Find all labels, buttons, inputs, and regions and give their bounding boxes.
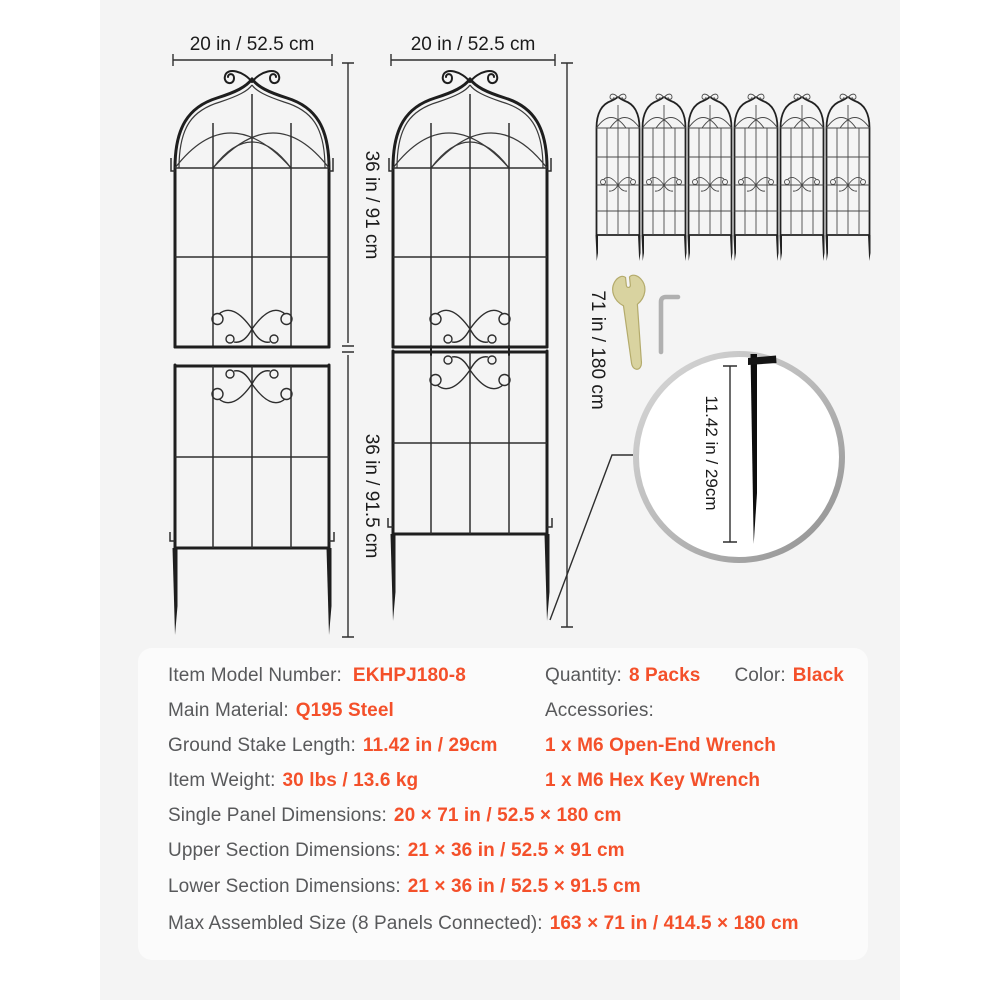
right-trellis-diagram <box>388 71 552 621</box>
spec-single-label: Single Panel Dimensions: <box>168 805 387 826</box>
spec-accessory-1-value: 1 x M6 Open-End Wrench <box>545 735 776 756</box>
spec-stake-value: 11.42 in / 29cm <box>362 735 498 756</box>
stake-length-label: 11.42 in / 29cm <box>702 395 721 511</box>
image-stage <box>100 0 900 1000</box>
width-dimension-left <box>173 34 332 66</box>
spec-lower-value: 21 × 36 in / 52.5 × 91.5 cm <box>407 876 641 897</box>
spec-accessories-label: Accessories: <box>545 700 654 721</box>
spec-weight-label: Item Weight: <box>168 770 276 791</box>
section-height-dimensions <box>342 63 382 637</box>
spec-max-label: Max Assembled Size (8 Panels Connected): <box>168 913 543 934</box>
stake-magnifier <box>636 354 842 560</box>
spec-lower-section <box>168 876 641 898</box>
open-end-wrench-icon <box>611 274 653 371</box>
spec-upper-section <box>168 840 625 862</box>
spec-accessories <box>545 700 654 722</box>
lower-height-label: 36 in / 91.5 cm <box>361 433 382 559</box>
right-width-label: 20 in / 52.5 cm <box>410 34 536 55</box>
width-dimension-right <box>391 34 555 66</box>
spec-stake-label: Ground Stake Length: <box>168 735 356 756</box>
spec-model <box>168 665 466 687</box>
spec-stake <box>168 735 498 757</box>
spec-material-value: Q195 Steel <box>295 700 394 721</box>
spec-single-panel <box>168 805 622 827</box>
spec-max-value: 163 × 71 in / 414.5 × 180 cm <box>549 913 799 934</box>
spec-material <box>168 700 394 722</box>
hex-key-wrench-icon <box>661 297 678 352</box>
spec-upper-value: 21 × 36 in / 52.5 × 91 cm <box>407 840 625 861</box>
total-height-label: 71 in / 180 cm <box>587 290 608 410</box>
spec-accessory-1 <box>545 735 776 757</box>
magnifier-leader-line <box>550 455 633 620</box>
spec-accessory-2 <box>545 770 760 792</box>
spec-weight-value: 30 lbs / 13.6 kg <box>282 770 419 791</box>
spec-upper-label: Upper Section Dimensions: <box>168 840 401 861</box>
spec-color-label: Color: <box>734 665 786 686</box>
spec-model-value: EKHPJ180-8 <box>352 665 466 686</box>
spec-model-label: Item Model Number: <box>168 665 342 686</box>
left-trellis-diagram <box>170 71 334 635</box>
spec-lower-label: Lower Section Dimensions: <box>168 876 401 897</box>
spec-max-assembled <box>168 913 799 935</box>
connected-panels-diagram <box>596 94 871 261</box>
spec-weight <box>168 770 418 792</box>
upper-height-label: 36 in / 91 cm <box>361 150 382 260</box>
spec-card <box>138 648 868 960</box>
spec-accessory-2-value: 1 x M6 Hex Key Wrench <box>545 770 761 791</box>
total-height-dimension <box>561 63 608 627</box>
spec-material-label: Main Material: <box>168 700 289 721</box>
left-width-label: 20 in / 52.5 cm <box>189 34 315 55</box>
spec-color-value: Black <box>792 665 844 686</box>
spec-quantity-color <box>545 665 844 687</box>
spec-single-value: 20 × 71 in / 52.5 × 180 cm <box>393 805 622 826</box>
spec-quantity-label: Quantity: <box>545 665 622 686</box>
spec-quantity-value: 8 Packs <box>628 665 701 686</box>
